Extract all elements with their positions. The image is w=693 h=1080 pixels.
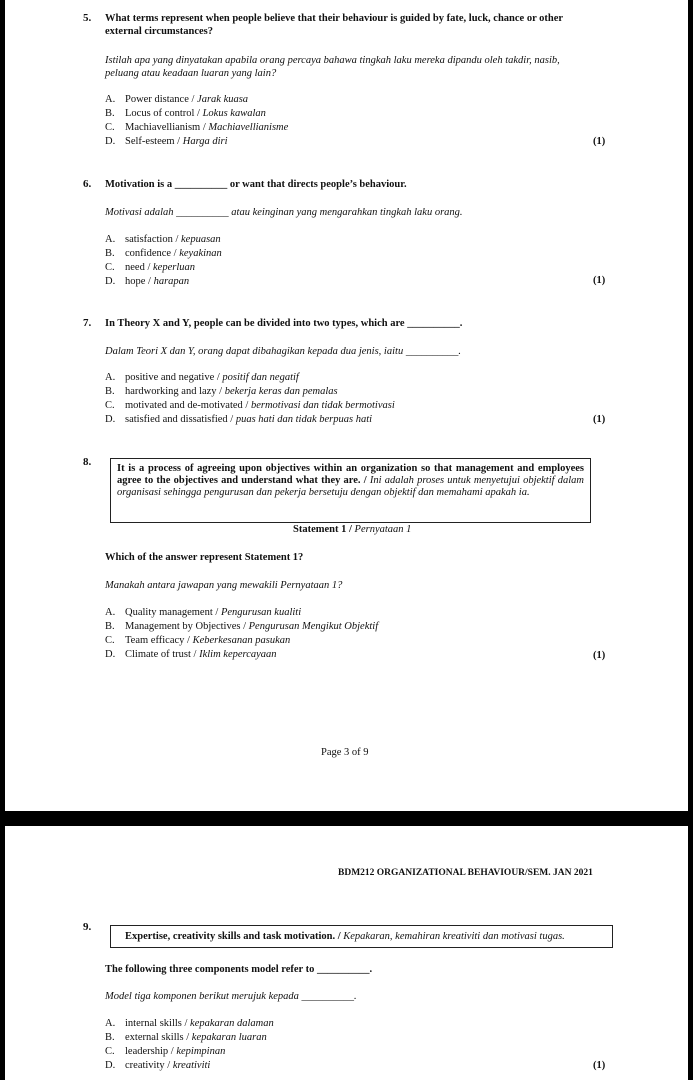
option-c[interactable]: C. need / keperluan [105, 262, 195, 273]
question-9-marks: (1) [593, 1060, 606, 1071]
option-b[interactable]: B. hardworking and lazy / bekerja keras dan pemalas [105, 386, 338, 397]
question-9-text-en: The following three components model refer to __________. [105, 964, 373, 975]
question-9-text-ms: Model tiga komponen berikut merujuk kepada __________. [105, 991, 357, 1002]
option-b[interactable]: B. Management by Objectives / Pengurusan Mengikut Objektif [105, 621, 379, 632]
question-6-number: 6. [83, 178, 92, 190]
question-8-text-ms: Manakah antara jawapan yang mewakili Pernyataan 1? [105, 580, 343, 591]
option-a[interactable]: A. Quality management / Pengurusan kualiti [105, 607, 302, 618]
question-5-options [105, 93, 288, 149]
question-6-options [105, 233, 222, 289]
question-9-options [105, 1017, 274, 1073]
question-7-text-ms: Dalam Teori X dan Y, orang dapat dibahagikan kepada dua jenis, iaitu __________. [105, 346, 461, 357]
question-5-text-ms-line2: peluang atau keadaan luaran yang lain? [105, 68, 277, 79]
question-7-text-en: In Theory X and Y, people can be divided into two types, which are __________. [105, 318, 463, 329]
option-b[interactable]: B. Locus of control / Lokus kawalan [105, 108, 266, 119]
question-7-options [105, 371, 395, 427]
question-9-number: 9. [83, 921, 92, 933]
option-c[interactable]: C. leadership / kepimpinan [105, 1046, 226, 1057]
option-a[interactable]: A. positive and negative / positif dan negatif [105, 372, 299, 383]
option-a[interactable]: A. satisfaction / kepuasan [105, 234, 221, 245]
statement-box-text: Expertise, creativity skills and task motivation. / Kepakaran, kemahiran kreativiti dan motivasi tugas. [125, 931, 565, 942]
question-5-marks: (1) [593, 136, 606, 147]
question-5-text-en-line1: What terms represent when people believe that their behaviour is guided by fate, luck, chance or other [105, 13, 564, 24]
statement-1-caption: Statement 1 / Pernyataan 1 [293, 524, 412, 535]
question-8-text-en: Which of the answer represent Statement 1? [105, 552, 304, 563]
question-8-statement-box [110, 458, 591, 523]
option-d[interactable]: D. Climate of trust / Iklim kepercayaan [105, 649, 277, 660]
option-b[interactable]: B. external skills / kepakaran luaran [105, 1032, 267, 1043]
question-7-number: 7. [83, 317, 92, 329]
page-footer: Page 3 of 9 [321, 747, 369, 758]
statement-box-text: It is a process of agreeing upon objectives within an organization so that management and employees agree to the objectives and understand what they are. / Ini adalah proses untuk menyetujui objektif dalam organisasi sehingga pengurusan dan pekerja bersetuju dengan objektif dan memahami apakah ia. [117, 463, 584, 498]
question-6-text-ms: Motivasi adalah __________ atau keinginan yang mengarahkan tingkah laku orang. [105, 207, 463, 218]
option-a[interactable]: A. Power distance / Jarak kuasa [105, 94, 249, 105]
option-d[interactable]: D. hope / harapan [105, 276, 190, 287]
question-8-marks: (1) [593, 650, 606, 661]
option-d[interactable]: D. Self-esteem / Harga diri [105, 136, 228, 147]
option-c[interactable]: C. motivated and de-motivated / bermotivasi dan tidak bermotivasi [105, 400, 395, 411]
question-5-text-ms-line1: Istilah apa yang dinyatakan apabila orang percaya bahawa tingkah laku mereka dipandu oleh takdir, nasib, [105, 55, 560, 66]
option-d[interactable]: D. satisfied and dissatisfied / puas hati dan tidak berpuas hati [105, 414, 373, 425]
exam-page-4 [5, 826, 688, 1080]
option-b[interactable]: B. confidence / keyakinan [105, 248, 222, 259]
question-5-text-en-line2: external circumstances? [105, 26, 213, 37]
option-d[interactable]: D. creativity / kreativiti [105, 1060, 211, 1071]
option-c[interactable]: C. Team efficacy / Keberkesanan pasukan [105, 635, 291, 646]
question-6-text-en: Motivation is a __________ or want that directs people’s behaviour. [105, 179, 407, 190]
page-header: BDM212 ORGANIZATIONAL BEHAVIOUR/SEM. JAN 2021 [338, 868, 593, 878]
question-7-marks: (1) [593, 414, 606, 425]
question-9-statement-box [110, 925, 613, 948]
question-6-marks: (1) [593, 275, 606, 286]
option-c[interactable]: C. Machiavellianism / Machiavellianisme [105, 122, 289, 133]
exam-page-3 [5, 0, 688, 811]
question-5-number: 5. [83, 12, 92, 24]
option-a[interactable]: A. internal skills / kepakaran dalaman [105, 1018, 274, 1029]
question-8-options [105, 606, 378, 662]
question-8-number: 8. [83, 456, 92, 468]
